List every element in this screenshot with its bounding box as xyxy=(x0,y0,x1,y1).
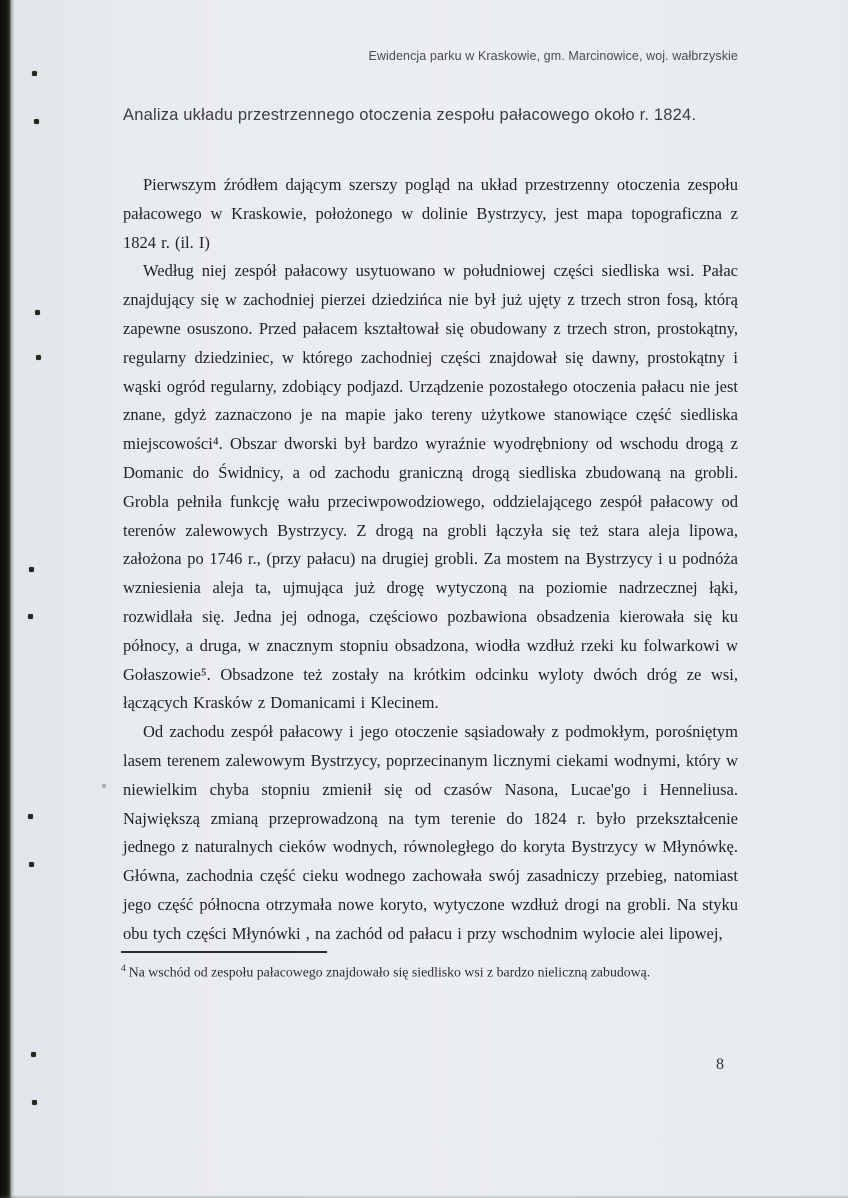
margin-dot xyxy=(34,119,39,124)
margin-dot xyxy=(35,310,40,315)
page-title: Analiza układu przestrzennego otoczenia zespołu pałacowego około r. 1824. xyxy=(123,106,697,124)
paragraph: Od zachodu zespół pałacowy i jego otoczenie sąsiadowały z podmokłym, porośniętym lasem terenem zalewowym Bystrzycy, poprzecinanym licznymi ciekami wodnymi, który w niewielkim chyba stopniu zmienił się od czasów Nasona, Lucae'go i Henneliusa. Największą zmianą przeprowadzoną na tym terenie do 1824 r. było przekształcenie jednego z naturalnych cieków wodnych, równoległego do koryta Bystrzycy w Młynówkę. Główna, zachodnia część cieku wodnego zachowała swój zasadniczy przebieg, natomiast jego część północna otrzymała nowe koryto, wytyczone wzdłuż drogi na grobli. Na styku obu tych części Młynówki , na zachód od pałacu i przy wschodnim wylocie alei lipowej, xyxy=(123,722,738,943)
body-text xyxy=(123,171,738,949)
margin-dot xyxy=(29,567,34,572)
paragraph: Pierwszym źródłem dającym szerszy pogląd na układ przestrzenny otoczenia zespołu pałacowego w Kraskowie, położonego w dolinie Bystrzycy, jest mapa topograficzna z 1824 r. (il. I) xyxy=(123,175,738,252)
faint-dot xyxy=(102,784,106,788)
running-header: Ewidencja parku w Kraskowie, gm. Marcinowice, woj. wałbrzyskie xyxy=(368,49,738,63)
margin-dot xyxy=(28,814,33,819)
footnote-separator xyxy=(121,951,327,953)
margin-dot xyxy=(36,355,41,360)
footnote-text: Na wschód od zespołu pałacowego znajdowało się siedlisko wsi z bardzo nieliczną zabudową. xyxy=(128,964,651,980)
footnote xyxy=(121,960,746,982)
margin-dot xyxy=(32,71,37,76)
margin-dot xyxy=(29,862,34,867)
margin-dot xyxy=(32,1100,37,1105)
paragraph: Według niej zespół pałacowy usytuowano w południowej części siedliska wsi. Pałac znajdujący się w zachodniej pierzei dziedzińca nie był już ujęty z trzech stron fosą, którą zapewne osuszono. Przed pałacem kształtował się obudowany z trzech stron, prostokątny, regularny dziedziniec, w którego zachodniej części znajdował się dawny, prostokątny i wąski ogród regularny, zdobiący podjazd. Urządzenie pozostałego otoczenia pałacu nie jest znane, gdyż zaznaczono je na mapie jako tereny użytkowe stanowiące część siedliska miejscowości⁴. Obszar dworski był bardzo wyraźnie wyodrębniony od wschodu drogą z Domanic do Świdnicy, a od zachodu graniczną drogą siedliska zbudowaną na grobli. Grobla pełniła funkcję wału przeciwpowodziowego, oddzielającego zespół pałacowy od terenów zalewowych Bystrzycy. Z drogą na grobli łączyła się też stara aleja lipowa, założona po 1746 r., (przy pałacu) na drugiej grobli. Za mostem na Bystrzycy i u podnóża wzniesienia aleja ta, ujmująca już drogę wytyczoną na poziomie nadrzecznej łąki, rozwidlała się. Jedna jej odnoga, częściowo pozbawiona obsadzenia kierowała się ku północy, a druga, w znacznym stopniu obsadzona, wiodła wzdłuż rzeki ku folwarkowi w Gołaszowie⁵. Obsadzone też zostały na krótkim odcinku wyloty dwóch dróg ze wsi, łączących Krasków z Domanicami i Klecinem. xyxy=(123,261,738,713)
page-number: 8 xyxy=(716,1056,724,1073)
margin-dot xyxy=(31,1052,36,1057)
footnote-marker: 4 xyxy=(121,964,126,974)
margin-dot xyxy=(28,614,33,619)
scan-edge-shadow xyxy=(0,0,15,1198)
